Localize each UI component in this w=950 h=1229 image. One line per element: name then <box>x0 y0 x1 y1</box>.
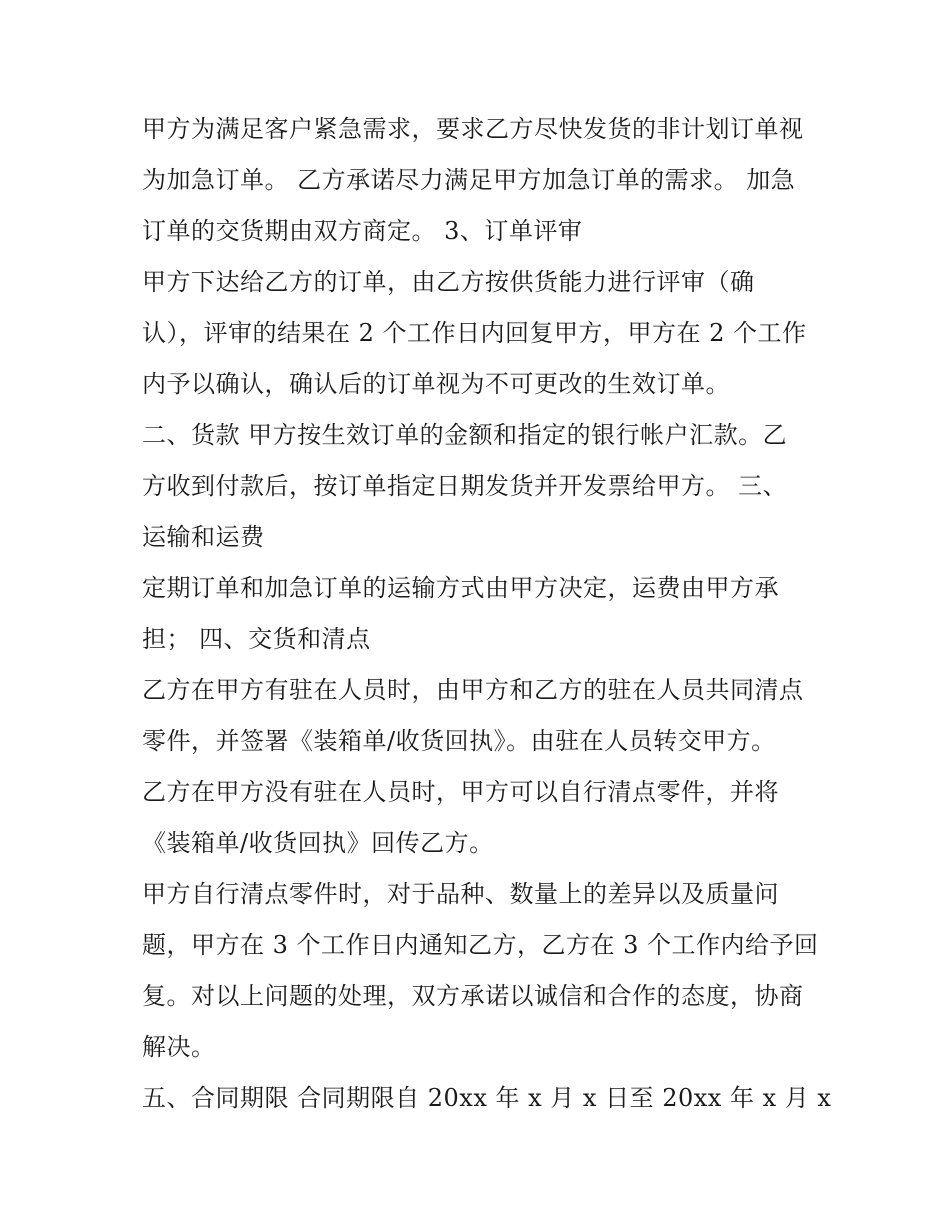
text-line-6: 内予以确认，确认后的订单视为不可更改的生效订单。 <box>142 370 730 398</box>
text-line-1: 甲方为满足客户紧急需求，要求乙方尽快发货的非计划订单视 <box>142 115 804 143</box>
text-line-7: 二、货款 甲方按生效订单的金额和指定的银行帐户汇款。乙 <box>142 421 788 449</box>
text-line-8: 方收到付款后，按订单指定日期发货并开发票给甲方。 三、 <box>142 472 788 500</box>
text-line-2: 为加急订单。 乙方承诺尽力满足甲方加急订单的需求。 加急 <box>142 166 796 194</box>
text-line-3: 订单的交货期由双方商定。 3、订单评审 <box>142 217 583 245</box>
text-line-19: 解决。 <box>142 1033 216 1061</box>
text-line-16: 甲方自行清点零件时，对于品种、数量上的差异以及质量问 <box>142 880 779 908</box>
text-line-4: 甲方下达给乙方的订单，由乙方按供货能力进行评审（确 <box>142 268 755 296</box>
text-line-20: 五、合同期限 合同期限自 20xx 年 x 月 x 日至 20xx 年 x 月 x <box>142 1084 832 1112</box>
text-line-15: 《装箱单/收货回执》回传乙方。 <box>142 829 494 857</box>
text-line-13: 零件，并签署《装箱单/收货回执》。由驻在人员转交甲方。 <box>142 727 776 755</box>
text-line-9: 运输和运费 <box>142 523 265 551</box>
text-line-14: 乙方在甲方没有驻在人员时，甲方可以自行清点零件，并将 <box>142 778 779 806</box>
text-line-12: 乙方在甲方有驻在人员时，由甲方和乙方的驻在人员共同清点 <box>142 676 804 704</box>
text-line-17: 题，甲方在 3 个工作日内通知乙方，乙方在 3 个工作内给予回 <box>142 931 819 959</box>
text-line-10: 定期订单和加急订单的运输方式由甲方决定，运费由甲方承 <box>142 574 779 602</box>
text-line-5: 认），评审的结果在 2 个工作日内回复甲方，甲方在 2 个工作 <box>142 319 807 347</box>
text-line-11: 担； 四、交货和清点 <box>142 625 371 653</box>
text-line-18: 复。对以上问题的处理，双方承诺以诚信和合作的态度，协商 <box>142 982 804 1010</box>
